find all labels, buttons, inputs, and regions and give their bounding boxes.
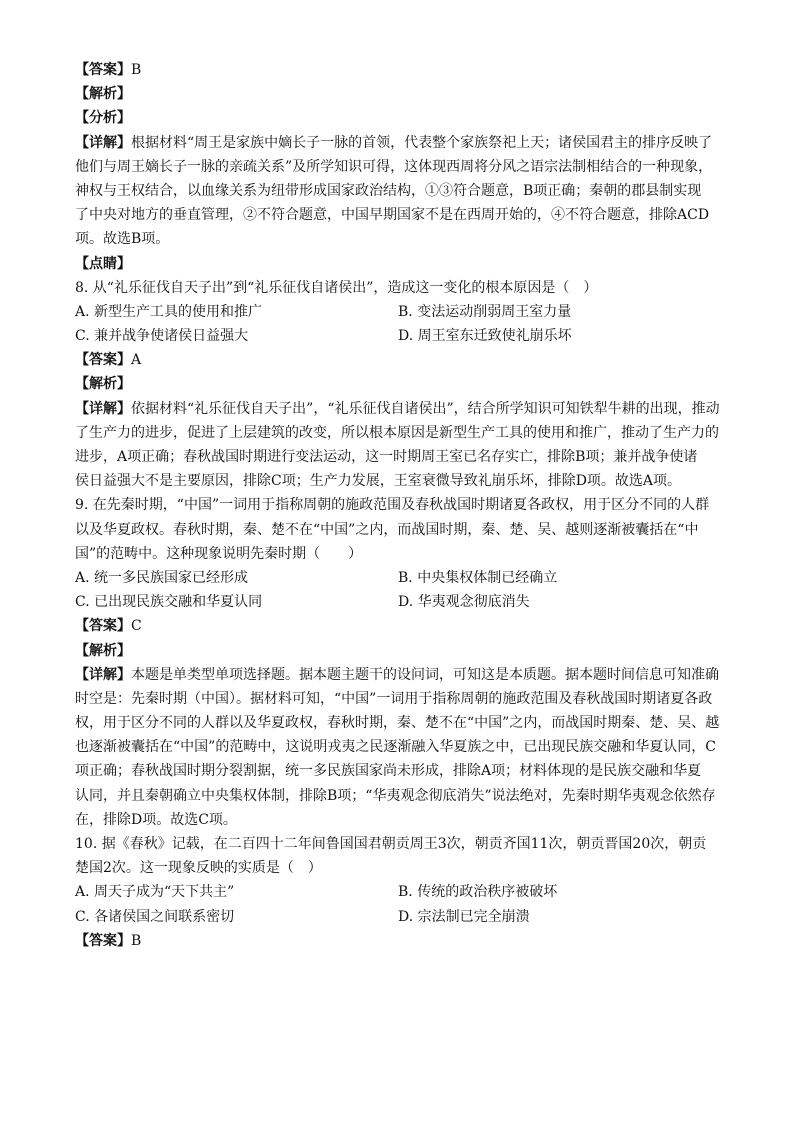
analysis-tag: 【解析】 [75,376,131,393]
question-8-options-row-2 [75,324,727,348]
dianjing-heading [75,252,727,276]
answer-value: B [131,62,142,78]
detail-line-3: 进步，A项正确；春秋战国时期进行变法运动，这一时期周王室已名存实亡，排除B项；兼并战争使诸 [75,449,698,465]
option-a: A. 统一多民族国家已经形成 [75,569,249,586]
answer-value: B [131,932,142,949]
option-b: B. 中央集权体制已经确立 [398,569,558,586]
analysis-tag: 【解析】 [75,642,131,659]
question-9-stem-3: 国”的范畴中。这种现象说明先秦时期（ ） [75,545,363,562]
detail-line-1 [75,131,727,155]
answer-line-q8 [75,348,727,372]
answer-value: C [131,618,142,635]
analysis-heading [75,82,727,106]
question-8-stem: 8. 从“礼乐征伐自天子出”到“礼乐征伐自诸侯出”，造成这一变化的根本原因是（ ） [75,279,598,296]
option-d: D. 华夷观念彻底消失 [398,594,530,611]
option-b: B. 传统的政治秩序被破坏 [398,884,558,901]
analysis-heading [75,372,727,396]
fenxi-heading [75,106,727,130]
detail-tag: 【详解】 [75,134,131,151]
question-10-options-row-2 [75,905,727,929]
detail-line-1 [75,663,727,687]
detail-line-5: 项正确；春秋战国时期分裂割据，统一多民族国家尚未形成，排除A项；材料体现的是民族交融和华夏 [75,763,702,780]
answer-value: A [131,352,142,369]
question-9-stem-2: 以及华夏政权。春秋时期，秦、楚不在“中国”之内，而战国时期，秦、楚、吴、越则逐渐被囊括在“中 [75,521,699,538]
question-9-options-row-2 [75,590,727,614]
answer-tag: 【答案】 [75,352,131,369]
detail-line-4: 也逐渐被囊括在“中国”的范畴中，这说明戎夷之民逐渐融入华夏族之中，已出现民族交融和华夏认同，C [75,739,717,756]
detail-line-3: 神权与王权结合，以血缘关系为纽带形成国家政治结构，①③符合题意，B项正确；秦朝的郡县制实现 [75,182,702,199]
option-a: A. 新型生产工具的使用和推广 [75,303,263,320]
option-d: D. 宗法制已完全崩溃 [398,908,530,925]
detail-tag: 【详解】 [75,666,131,683]
option-c: C. 各诸侯国之间联系密切 [75,908,235,925]
analysis-tag: 【解析】 [75,86,131,103]
detail-line-6: 认同，并且秦朝确立中央集权体制，排除B项；“华夷观念彻底消失”说法绝对，先秦时期华夷观念依然存 [75,787,716,804]
question-8-options-row-1 [75,300,727,324]
detail-line-4: 了中央对地方的垂直管理，②不符合题意，中国早期国家不是在西周开始的，④不符合题意，排除ACD [75,207,710,224]
question-10-stem-2: 楚国2次。这一现象反映的实质是（ ） [75,860,322,877]
option-d: D. 周王室东迁致使礼崩乐坏 [398,328,572,345]
detail-line-1 [75,397,727,421]
detail-line-4: 侯日益强大不是主要原因，排除C项；生产力发展，王室衰微导致礼崩乐坏，排除D项。故选A项。 [75,473,682,490]
detail-text: 依据材料“礼乐征伐自天子出”，“礼乐征伐自诸侯出”，结合所学知识可知铁犁牛耕的出现，推动 [131,400,720,417]
answer-tag: 【答案】 [75,932,131,949]
option-a: A. 周天子成为“天下共主” [75,884,235,901]
detail-line-7: 在，排除D项。故选C项。 [75,811,237,828]
fenxi-tag: 【分析】 [75,110,131,127]
detail-line-5: 项。故选B项。 [75,231,170,248]
question-10-stem-1: 10. 据《春秋》记载，在二百四十二年间鲁国国君朝贡周王3次，朝贡齐国11次，朝贡晋国20次，朝贡 [75,836,707,852]
question-9-options-row-1 [75,566,727,590]
detail-line-2: 他们与周王嫡长子一脉的亲疏关系”及所学知识可得，这体现西周将分风之语宗法制相结合的一种现象， [75,158,713,175]
question-9-stem-1: 9. 在先秦时期，“中国”一词用于指称周朝的施政范围及春秋战国时期诸夏各政权，用于区分不同的人群 [75,497,710,514]
dianjing-tag: 【点睛】 [75,255,131,272]
detail-text: 根据材料“周王是家族中嫡长子一脉的首领，代表整个家族祭祀上天；诸侯国君主的排序反映了 [131,134,713,151]
option-b: B. 变法运动削弱周王室力量 [398,303,572,320]
detail-text: 本题是单类型单项选择题。据本题主题干的设问词，可知这是本质题。据本题时间信息可知准确 [131,666,719,683]
detail-line-3: 权，用于区分不同的人群以及华夏政权，春秋时期，秦、楚不在“中国”之内，而战国时期秦、楚、吴、越 [75,715,720,732]
question-10-options-row-1 [75,880,727,904]
detail-line-2: 时空是：先秦时期（中国）。据材料可知，“中国”一词用于指称周朝的施政范围及春秋战国时期诸夏各政 [75,690,713,707]
analysis-heading [75,639,727,663]
answer-tag: 【答案】 [75,618,131,635]
answer-line-q7 [75,58,727,82]
option-c: C. 已出现民族交融和华夏认同 [75,594,263,611]
answer-tag: 【答案】 [75,62,131,78]
answer-line-q9 [75,614,727,638]
detail-line-2: 了生产力的进步，促进了上层建筑的改变，所以根本原因是新型生产工具的使用和推广，推动了生产力的 [75,424,719,441]
answer-line-q10 [75,929,727,953]
detail-tag: 【详解】 [75,400,131,417]
option-c: C. 兼并战争使诸侯日益强大 [75,328,249,345]
document-page [75,58,727,953]
